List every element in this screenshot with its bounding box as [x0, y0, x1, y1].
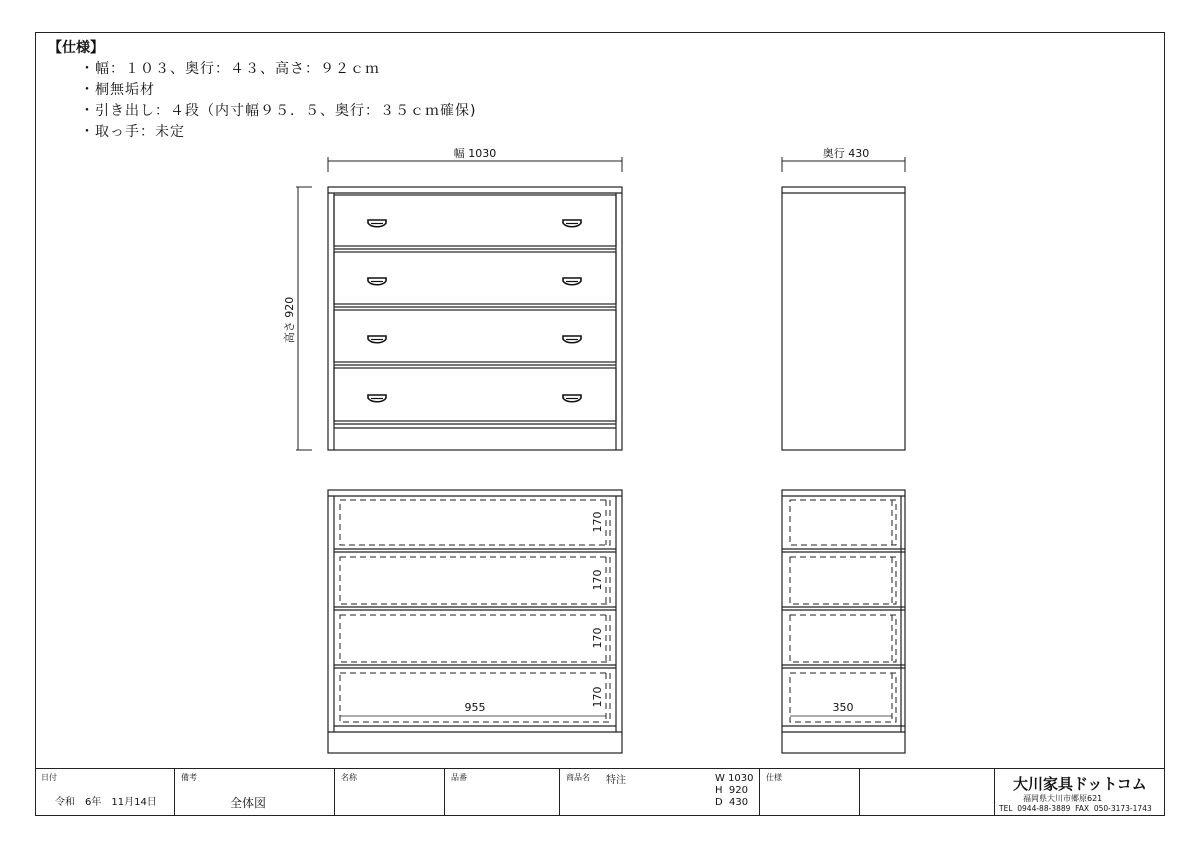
title-block	[35, 768, 1165, 816]
side-section-hidden-lines	[790, 500, 896, 722]
blank-cell	[860, 769, 995, 816]
remarks-label: 備考	[181, 773, 197, 782]
spec-item-handle: ・取っ手：未定	[80, 124, 185, 140]
drawer-height-label: 170	[591, 511, 604, 533]
name-label: 名称	[341, 773, 357, 782]
width-label: 幅 1030	[453, 147, 497, 160]
spec-label: 仕様	[766, 773, 782, 782]
drawer-handles	[368, 220, 581, 402]
product-cell	[560, 769, 760, 816]
drawer-height-label: 170	[591, 627, 604, 649]
product-label: 商品名	[566, 773, 590, 782]
spec-title: 【仕様】	[48, 40, 104, 56]
date-label: 日付	[41, 773, 57, 782]
spec-item-drawers: ・引き出し：４段（内寸幅９５．５、奥行：３５ｃｍ確保)	[80, 103, 477, 119]
size-h: H 920	[715, 785, 748, 796]
company-address: 福岡県大川市郷原621	[1023, 794, 1103, 803]
drawer-height-label: 170	[591, 686, 604, 708]
depth-label: 奥行 430	[822, 147, 870, 160]
date-cell	[35, 769, 175, 816]
company-cell	[995, 769, 1165, 816]
size-w: W 1030	[715, 773, 754, 784]
drawer-height-label: 170	[591, 569, 604, 591]
spec-item-material: ・桐無垢材	[80, 82, 155, 98]
company-contact: TEL 0944-88-3889 FAX 050-3173-1743	[999, 804, 1152, 813]
remarks-cell	[175, 769, 335, 816]
remarks-value: 全体図	[230, 796, 267, 810]
inner-depth-label: 350	[832, 701, 854, 714]
number-cell	[445, 769, 560, 816]
inner-width-label: 955	[464, 701, 486, 714]
size-d: D 430	[715, 797, 749, 808]
spec-item-size: ・幅：１０３、奥行：４３、高さ：９２ｃｍ	[80, 61, 380, 77]
front-section-hidden-lines	[340, 500, 610, 722]
number-label: 品番	[451, 773, 467, 782]
product-value: 特注	[606, 775, 626, 786]
spec-cell	[760, 769, 860, 816]
company-name: 大川家具ドットコム	[1013, 775, 1147, 793]
side-view	[782, 187, 905, 450]
name-cell	[335, 769, 445, 816]
height-dimension	[296, 187, 312, 450]
height-label: 高さ 920	[283, 296, 296, 344]
date-value: 令和 6年 11月14日	[55, 797, 157, 808]
